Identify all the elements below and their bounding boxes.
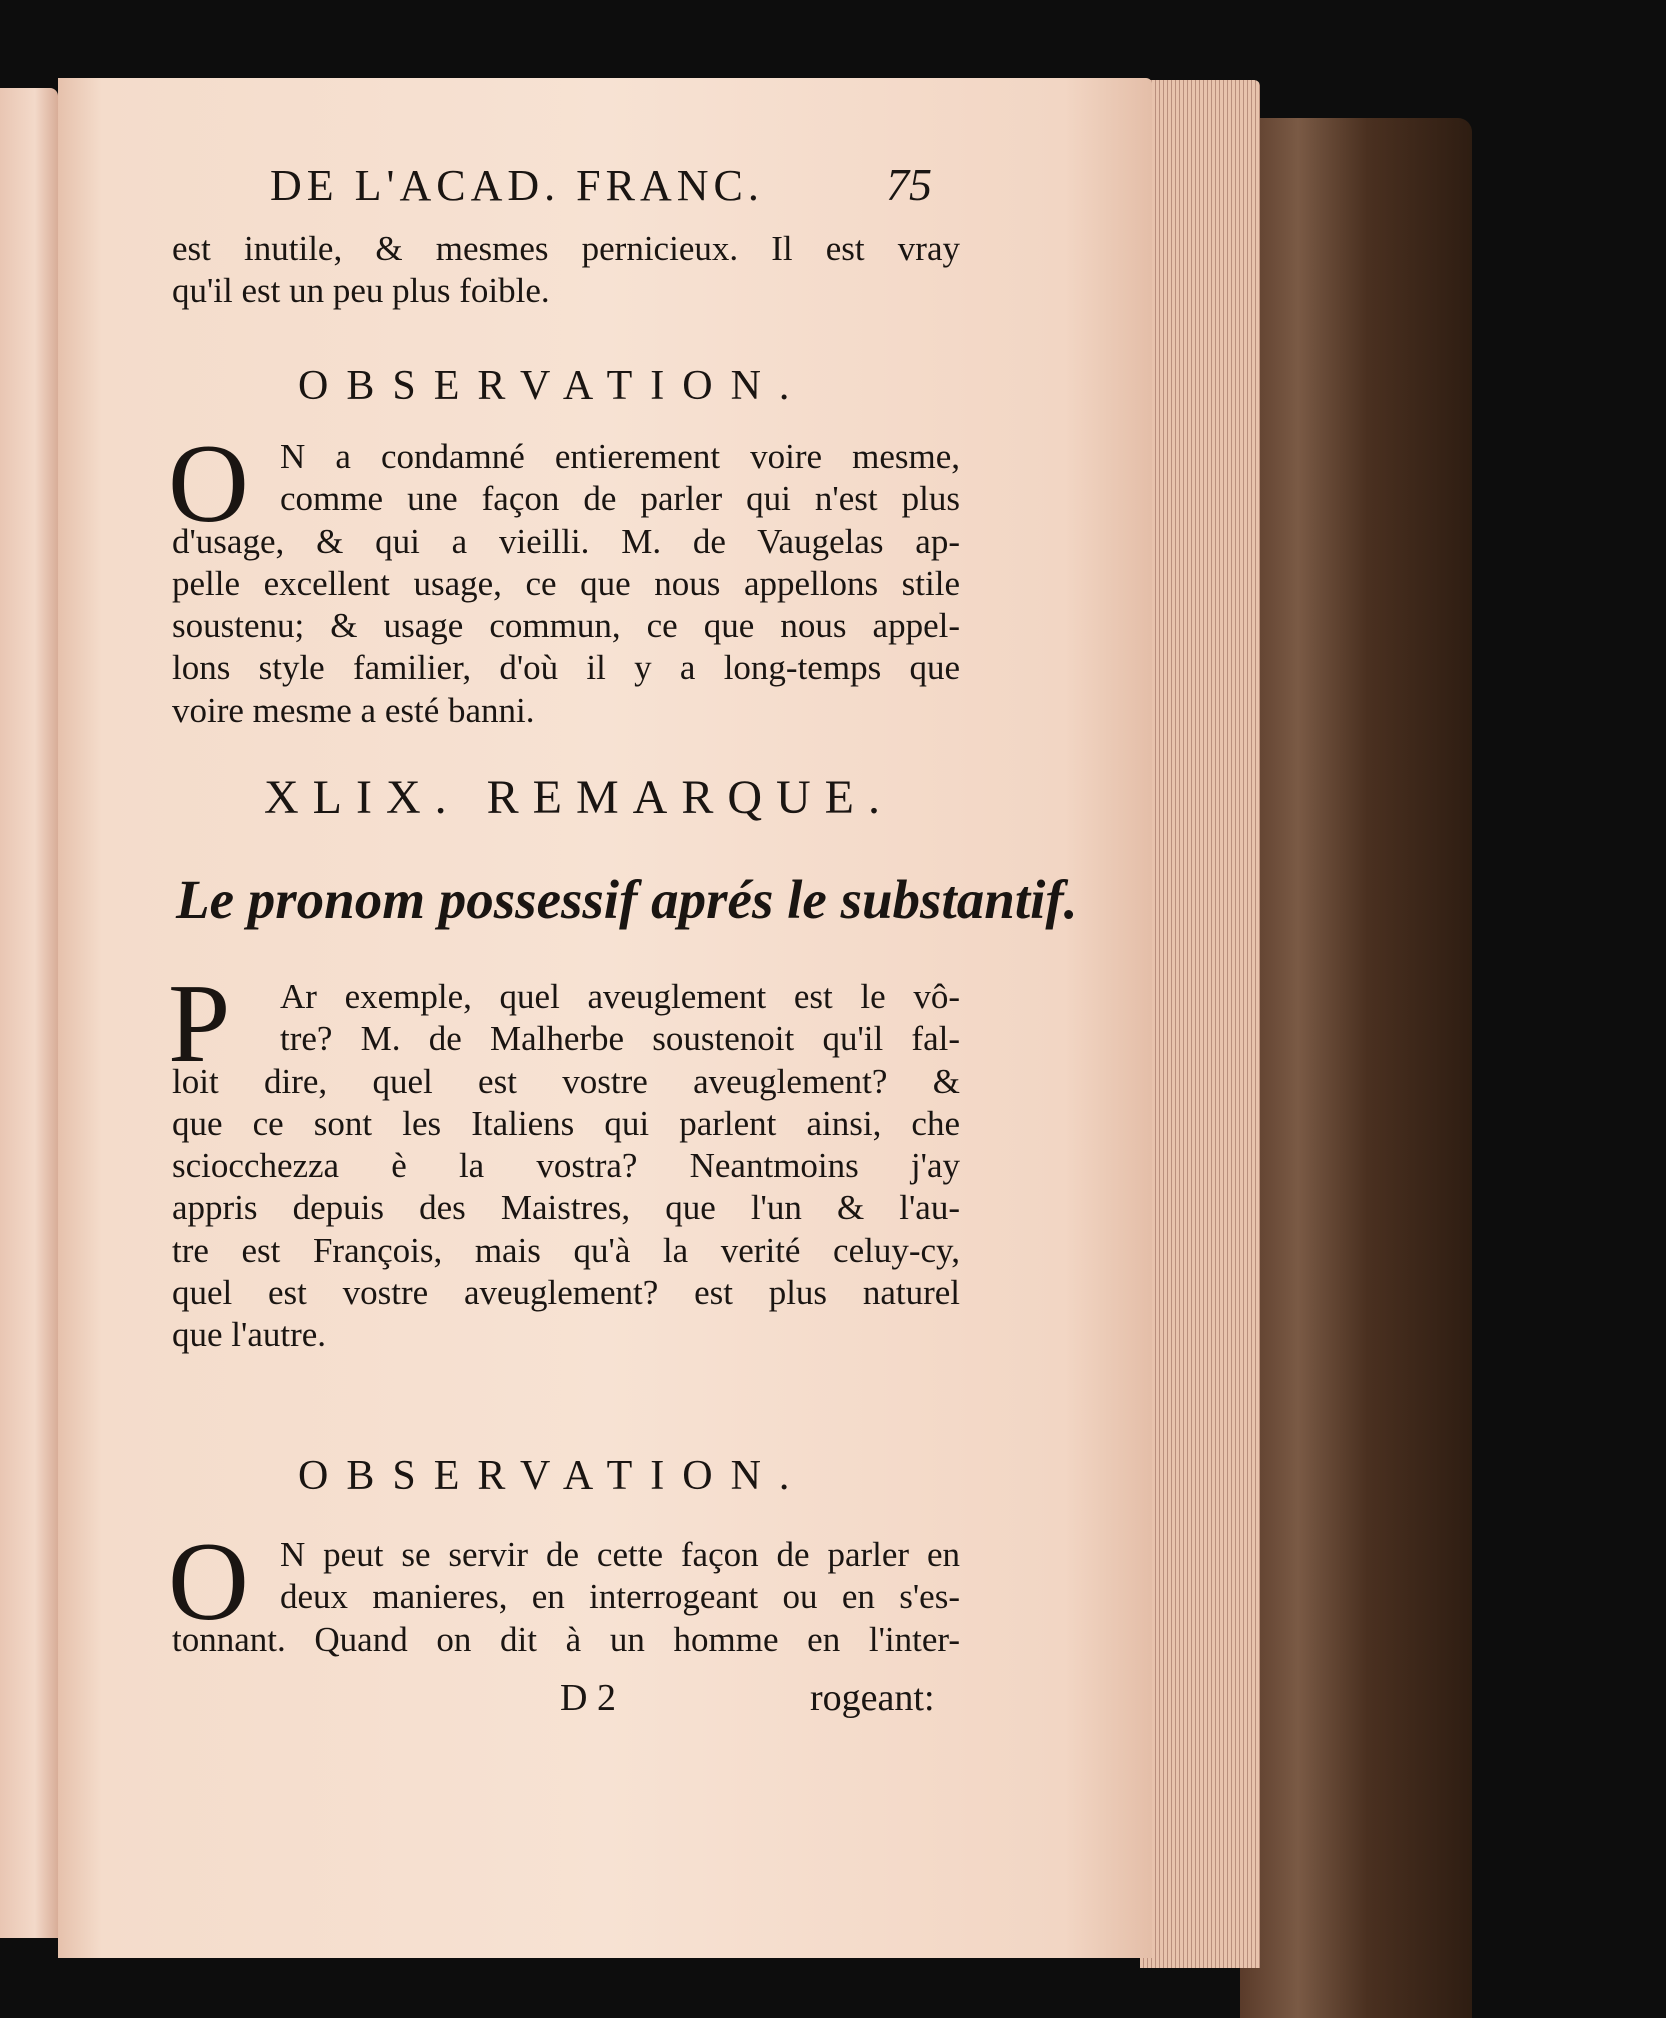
text-line: quel est vostre aveuglement? est plus naturel: [172, 1273, 960, 1313]
text-line: appris depuis des Maistres, que l'un & l'au-: [172, 1188, 960, 1228]
remarque-heading: XLIX. REMARQUE.: [264, 771, 894, 824]
remarque-paragraph: [172, 976, 960, 1357]
text-line: lons style familier, d'où il y a long-temps que: [172, 648, 960, 688]
text-line: sciocchezza è la vostra? Neantmoins j'ay: [172, 1146, 960, 1186]
text-line: voire mesme a esté banni.: [172, 690, 535, 730]
text-line: tre? M. de Malherbe soustenoit qu'il fal-: [280, 1019, 960, 1059]
observation-paragraph: [172, 436, 960, 732]
signature-mark: D 2: [560, 1677, 616, 1719]
intro-line: qu'il est un peu plus foible.: [172, 271, 550, 311]
text-line: comme une façon de parler qui n'est plus: [280, 479, 960, 519]
text-line: Ar exemple, quel aveuglement est le vô-: [280, 977, 960, 1016]
intro-line: est inutile, & mesmes pernicieux. Il est vray: [172, 229, 960, 268]
text-line: N peut se servir de cette façon de parler en: [280, 1535, 960, 1574]
page-edges: [1140, 80, 1260, 1968]
text-line: d'usage, & qui a vieilli. M. de Vaugelas ap-: [172, 521, 960, 561]
text-line: N a condamné entierement voire mesme,: [280, 437, 960, 476]
text-line: loit dire, quel est vostre aveuglement? &: [172, 1061, 960, 1101]
catchword: rogeant:: [810, 1677, 935, 1719]
text-line: soustenu; & usage commun, ce que nous appel-: [172, 606, 960, 646]
previous-page-edge: [0, 88, 58, 1938]
text-line: pelle excellent usage, ce que nous appellons stile: [172, 563, 960, 603]
observation-heading: OBSERVATION.: [298, 1453, 808, 1499]
remarque-title: Le pronom possessif aprés le substantif.: [176, 869, 1078, 930]
drop-cap: P: [168, 962, 231, 1086]
observation-heading: OBSERVATION.: [298, 363, 808, 409]
text-line: tonnant. Quand on dit à un homme en l'inter-: [172, 1619, 960, 1659]
text-line: que ce sont les Italiens qui parlent ainsi, che: [172, 1103, 960, 1143]
drop-cap: O: [168, 422, 249, 546]
book-cover: [1240, 118, 1472, 2018]
intro-paragraph: [172, 228, 960, 313]
text-line: tre est François, mais qu'à la verité celuy-cy,: [172, 1230, 960, 1270]
drop-cap: O: [168, 1520, 249, 1644]
text-line: deux manieres, en interrogeant ou en s'es-: [280, 1577, 960, 1617]
text-line: que l'autre.: [172, 1315, 327, 1355]
observation-paragraph: [172, 1534, 960, 1661]
page-number: 75: [886, 159, 932, 210]
running-head: DE L'ACAD. FRANC.: [270, 161, 764, 210]
